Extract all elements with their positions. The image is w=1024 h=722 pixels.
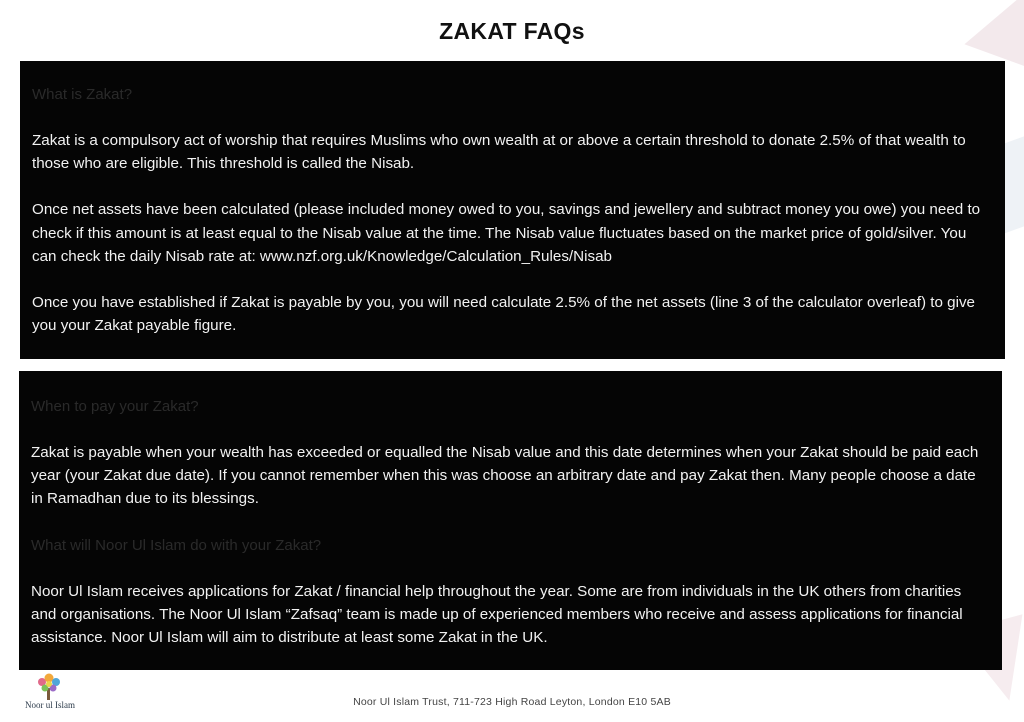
- faq-answer-paragraph: Once you have established if Zakat is payable by you, you will need calculate 2.5% of the net assets (line 3 of the calculator overleaf) to give you your Zakat payable figure.: [32, 294, 976, 335]
- logo-text: Noor ul Islam: [25, 700, 75, 710]
- faq-answer-paragraph: Noor Ul Islam receives applications for Zakat / financial help throughout the year. Some are from individuals in the UK others from charities and organisations. The Noor Ul Islam “Zafsaq” team is made up of experienced members who receive and assess applications for financial assistance. Noor Ul Islam will aim to distribute at least some Zakat in the UK.: [31, 582, 963, 647]
- faq-question: What is Zakat?: [32, 86, 133, 103]
- faq-answer-paragraph: Zakat is a compulsory act of worship that requires Muslims who own wealth at or above a certain threshold to donate 2.5% of that wealth to those who are eligible. This threshold is called the Nisab.: [32, 132, 966, 173]
- faq-answer-paragraph: Once net assets have been calculated (please included money owed to you, savings and jewellery and subtract money you owe) you need to check if this amount is at least equal to the Nisab value at the time. The Nisab value fluctuates based on the market price of gold/silver. You can check the daily Nisab rate at: www.nzf.org.uk/Knowledge/Calculation_Rules/Nisab: [32, 201, 981, 265]
- page-title: ZAKAT FAQs: [439, 18, 585, 44]
- faq-question: What will Noor Ul Islam do with your Zakat?: [31, 536, 322, 554]
- faq-box-what-is-zakat: [20, 61, 1005, 359]
- footer-address: Noor Ul Islam Trust, 711-723 High Road Leyton, London E10 5AB: [353, 696, 671, 708]
- faq-box-when-and-usage: [19, 371, 1002, 670]
- faq-answer-paragraph: Zakat is payable when your wealth has exceeded or equalled the Nisab value and this date determines when your Zakat should be paid each year (your Zakat due date). If you cannot remember when this was choose an arbitrary date and pay Zakat then. Many people choose a date in Ramadhan due to its blessings.: [31, 444, 979, 508]
- tree-logo-icon: [18, 672, 80, 718]
- faq-question: When to pay your Zakat?: [31, 398, 199, 415]
